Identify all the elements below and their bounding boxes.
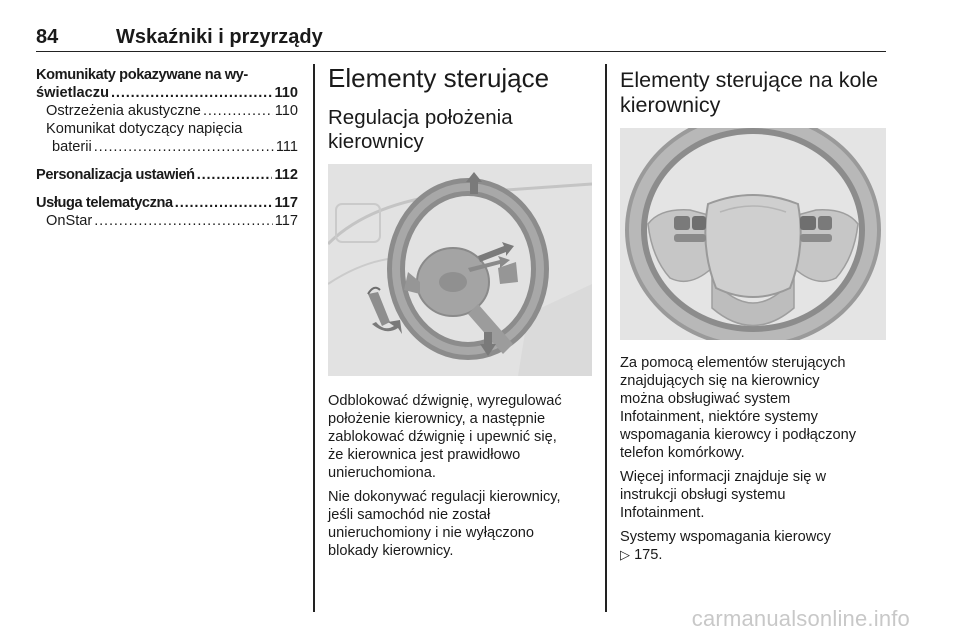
steering-adjust-illustration: [328, 164, 592, 376]
column-divider: [313, 64, 315, 612]
toc-page: 117: [274, 213, 298, 229]
section-heading: Elementy sterujące na kole kierownicy: [620, 68, 879, 117]
toc-entry-label: Personalizacja ustawień: [36, 167, 195, 183]
toc-entry[interactable]: [36, 120, 298, 156]
toc-leader: [203, 102, 273, 120]
subsection-heading: Regulacja położenia kierownicy: [328, 106, 513, 153]
toc-entry-label: Komunikaty pokazywane na wy-: [36, 67, 248, 83]
page-number: 84: [36, 26, 59, 48]
toc-leader: [175, 194, 273, 212]
toc-entry-label: Komunikat dotyczący napięcia: [46, 121, 243, 137]
column-divider: [605, 64, 607, 612]
toc-page: 111: [275, 139, 298, 155]
description-paragraph: Za pomocą elementów sterujących znajdujących się na kierownicy można obsługiwać system Infotainment, niektóre systemy wspomagania kierowcy i podłączony telefon komórkowy.: [620, 355, 857, 461]
steering-adjust-column: [328, 63, 592, 566]
toc-page: 112: [274, 167, 298, 183]
toc-entry[interactable]: [36, 194, 298, 212]
watermark: carmanualsonline.info: [691, 606, 910, 631]
reference-paragraph: Systemy wspomagania kierowcy ▷ 175.: [620, 528, 886, 565]
toc-leader: [111, 84, 272, 102]
section-heading: Elementy sterujące: [328, 63, 550, 93]
toc-entry[interactable]: [36, 102, 298, 120]
steering-adjust-text: [328, 392, 592, 560]
page-header: [36, 26, 886, 52]
warning-paragraph: Nie dokonywać regulacji kierownicy, jeśli samochód nie został unieruchomiony i nie wyłączono blokady kierownicy.: [328, 489, 561, 559]
steering-wheel-controls-illustration: [620, 128, 886, 340]
toc-entry[interactable]: [36, 66, 298, 102]
toc-entry[interactable]: [36, 166, 298, 184]
toc-page: 117: [274, 195, 298, 211]
toc-entry-label: OnStar: [46, 213, 93, 229]
toc-leader: [197, 166, 273, 184]
chapter-title: Wskaźniki i przyrządy: [116, 26, 323, 48]
toc-entry[interactable]: [36, 212, 298, 230]
toc-leader: [94, 212, 273, 230]
toc-entry-label: Ostrzeżenia akustyczne: [46, 103, 201, 119]
toc-entry-label: świetlaczu: [36, 85, 109, 101]
wheel-controls-text: [620, 354, 886, 565]
toc-leader: [94, 138, 274, 156]
instruction-paragraph: Odblokować dźwignię, wyregulować położenie kierownicy, a następnie zablokować dźwignię i upewnić się, że kierownica jest prawidłowo unieruchomiona.: [328, 393, 562, 481]
triangle-arrow-icon: ▷: [620, 548, 630, 563]
info-paragraph: Więcej informacji znajduje się w instrukcji obsługi systemu Infotainment.: [620, 469, 827, 521]
toc-page: 110: [274, 103, 298, 119]
toc-entry-label: Usługa telematyczna: [36, 195, 173, 211]
toc-column: [36, 66, 298, 230]
toc-entry-label: baterii: [52, 139, 92, 155]
wheel-controls-column: [620, 66, 886, 571]
toc-page: 110: [274, 85, 298, 101]
page-reference-link[interactable]: ▷ 175.: [620, 547, 663, 563]
